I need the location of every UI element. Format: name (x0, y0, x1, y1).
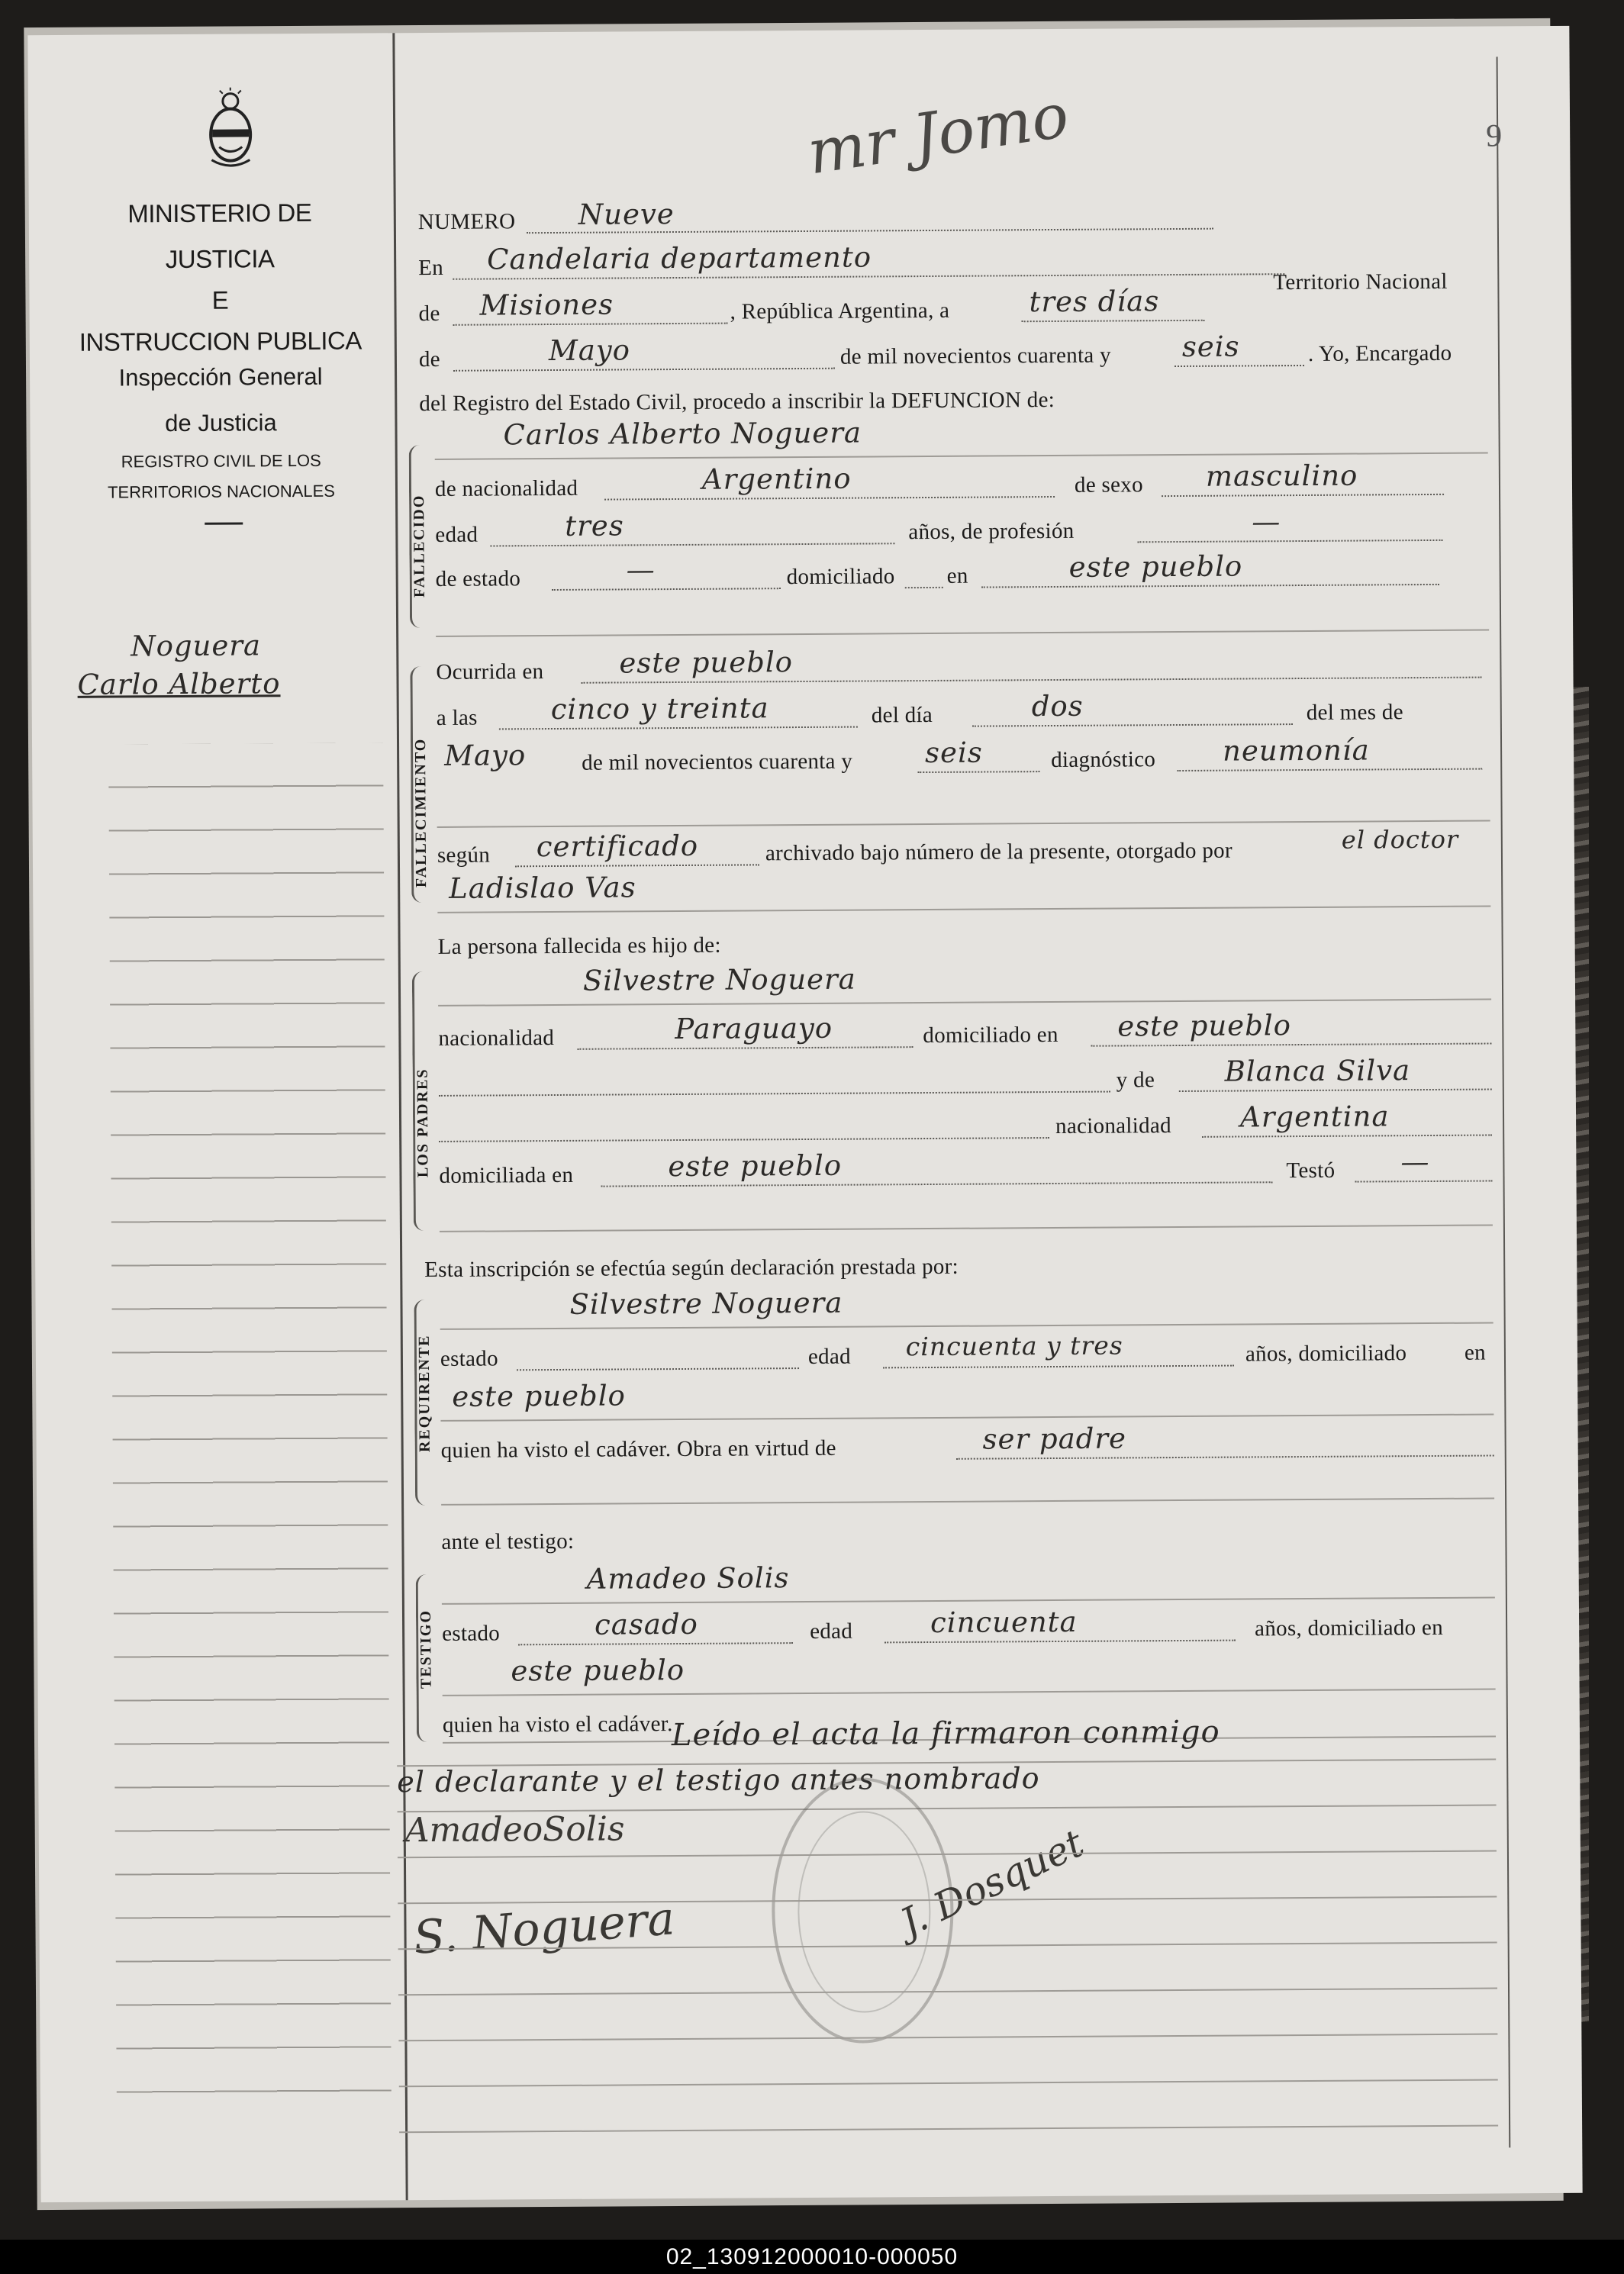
territorio-label: Territorio Nacional (1273, 269, 1448, 295)
testo-label: Testó (1286, 1158, 1336, 1184)
testigo-intro: ante el testigo: (441, 1528, 575, 1554)
lugar-value: Candelaria departamento (487, 240, 872, 276)
dia-fallecimiento-value: dos (1031, 689, 1084, 723)
nacionalidad-value: Argentino (701, 462, 852, 496)
nacionalidad-label: de nacionalidad (434, 475, 578, 501)
requirente-name-line (440, 1322, 1494, 1329)
diagnostico-dots (1177, 768, 1482, 771)
estado-value: — (626, 553, 656, 587)
padre-dom-label: domiciliado en (923, 1022, 1058, 1048)
coat-of-arms-icon (204, 87, 258, 171)
testigo-edad-dots (884, 1640, 1236, 1644)
archive-reference: 02_130912000010-000050 (0, 2240, 1624, 2274)
profesion-value: — (1252, 505, 1281, 539)
segun-dots (515, 864, 759, 867)
testigo-name-line (442, 1596, 1495, 1604)
testigo-estado-value: casado (594, 1607, 699, 1641)
fallecimiento-section-label: FALLECIMIENTO (411, 737, 430, 888)
mes-value: Mayo (548, 333, 631, 368)
madre-dom-label: domiciliada en (439, 1162, 574, 1188)
madre-extra-dots (439, 1137, 1049, 1142)
madre-nac-label: nacionalidad (1055, 1113, 1171, 1139)
edad-value: tres (565, 509, 624, 543)
profesion-dots (1137, 540, 1442, 543)
edad-label: edad (435, 522, 478, 547)
territorio-dots (453, 323, 728, 326)
sig-rule-4 (398, 1987, 1497, 1995)
sexo-value: masculino (1205, 459, 1358, 493)
republica-label: , República Argentina, a (730, 298, 950, 324)
padre-name-line (438, 999, 1491, 1007)
margin-surname: Noguera (130, 629, 262, 663)
testigo-quien: quien ha visto el cadáver. (442, 1712, 673, 1738)
testigo-domicilio: este pueblo (511, 1653, 685, 1688)
closing-line1: Leído el acta la firmaron conmigo (671, 1714, 1220, 1754)
nacionalidad-dots (604, 496, 1055, 501)
column-divider (392, 33, 408, 2200)
fallecimiento-line (437, 820, 1490, 828)
sexo-label: de sexo (1074, 472, 1143, 498)
otorgado-value: el doctor (1341, 824, 1459, 855)
sig-rule-5 (398, 2033, 1497, 2041)
domiciliado-dots (905, 587, 943, 588)
testigo-estado-label: estado (442, 1621, 501, 1646)
fallecimiento-milnov-label: de mil novecientos cuarenta y (582, 749, 853, 775)
ocurrida-value: este pueblo (619, 646, 794, 680)
requirente-edad-label: edad (807, 1344, 851, 1369)
testigo-section-label: TESTIGO (417, 1609, 435, 1689)
madre-dom-value: este pueblo (668, 1148, 843, 1184)
fallecido-end-line (436, 630, 1489, 637)
dia-fallecimiento-dots (972, 723, 1293, 727)
requirente-estado-label: estado (440, 1346, 498, 1371)
padre-extra-dots (439, 1091, 1110, 1097)
diagnostico-label: diagnóstico (1051, 747, 1156, 773)
diagnostico-value: neumonía (1222, 733, 1370, 768)
encargado-label: . Yo, Encargado (1307, 340, 1452, 366)
header-rule (205, 522, 243, 524)
madre-nac-dots (1202, 1135, 1492, 1138)
domicilio-dots (981, 584, 1439, 588)
registro-text: del Registro del Estado Civil, procedo a inscribir la DEFUNCION de: (419, 387, 1055, 417)
requirente-edad-value: cincuenta y tres (905, 1330, 1123, 1362)
requirente-name: Silvestre Noguera (569, 1286, 843, 1321)
sexo-dots (1162, 494, 1444, 497)
sig-rule-7 (399, 2124, 1498, 2133)
testigo-anios-label: años, domiciliado en (1255, 1615, 1444, 1641)
hora-dots (499, 726, 858, 730)
testo-value: — (1400, 1145, 1430, 1179)
margin-given-names: Carlo Alberto (77, 667, 281, 701)
ocurrida-label: Ocurrida en (436, 659, 544, 684)
requirente-estado-dots (517, 1367, 799, 1371)
dia-value: tres días (1029, 285, 1160, 319)
alas-label: a las (436, 705, 478, 730)
deldia-label: del día (871, 702, 933, 728)
padre-name: Silvestre Noguera (582, 962, 856, 997)
requirente-domicilio-line (440, 1413, 1494, 1421)
declarant-signature: S. Noguera (411, 1892, 677, 1966)
fallecido-section-label: FALLECIDO (411, 494, 428, 598)
de2-label: de (418, 346, 441, 372)
doctor-value: Ladislao Vas (449, 871, 636, 905)
mes-dots (453, 368, 835, 372)
register-page (27, 26, 1582, 2202)
testigo-edad-value: cincuenta (930, 1605, 1078, 1640)
hora-value: cinco y treinta (550, 691, 769, 726)
requirente-anios-label: años, domiciliado (1245, 1341, 1407, 1367)
requirente-intro: Esta inscripción se efectúa según declaración prestada por: (424, 1254, 959, 1283)
delmes-label: del mes de (1306, 700, 1403, 725)
registry-header: REGISTRO CIVIL DE LOS TERRITORIOS NACIONALES (107, 450, 336, 502)
fallecido-name: Carlos Alberto Noguera (503, 416, 862, 452)
requirente-end-line (441, 1497, 1494, 1505)
anio-value: seis (1181, 330, 1240, 363)
numero-value: Nueve (578, 198, 675, 231)
witness-signature: AmadeoSolis (404, 1809, 625, 1850)
anio-fallecimiento-value: seis (924, 736, 983, 770)
anio-dots (1174, 365, 1304, 367)
testigo-edad-label: edad (810, 1619, 853, 1644)
edad-dots (490, 543, 894, 546)
padres-section-label: LOS PADRES (414, 1068, 432, 1178)
requirente-virtud: ser padre (982, 1422, 1127, 1456)
margin-notes-lines (108, 742, 392, 2118)
requirente-virtud-dots (956, 1454, 1494, 1459)
padre-dom-value: este pueblo (1117, 1009, 1292, 1043)
madre-nac-value: Argentina (1239, 1100, 1390, 1134)
right-rule (1497, 56, 1511, 2147)
estado-label: de estado (435, 566, 521, 591)
inspection-header: Inspección General de Justicia (118, 362, 323, 437)
en-label: En (418, 255, 444, 281)
requirente-edad-dots (883, 1365, 1234, 1369)
ministry-header: MINISTERIO DE JUSTICIA E INSTRUCCION PUBLICA (79, 198, 362, 356)
anio-fallecimiento-dots (917, 771, 1039, 773)
doctor-line (437, 906, 1490, 913)
requirente-domicilio: este pueblo (452, 1379, 627, 1413)
requirente-quien: quien ha visto el cadáver. Obra en virtud de (440, 1435, 836, 1463)
padre-nac-dots (577, 1046, 913, 1050)
numero-scrawl: mr Jomo (803, 79, 1073, 188)
padres-end-line (440, 1224, 1493, 1232)
requirente-section-label: REQUIRENTE (415, 1334, 433, 1453)
page-number: 9 (1486, 118, 1503, 154)
domicilio-value: este pueblo (1068, 549, 1243, 584)
padre-dom-dots (1091, 1043, 1491, 1047)
closing-line2: el declarante y el testigo antes nombrado (397, 1761, 1040, 1799)
padres-intro: La persona fallecida es hijo de: (437, 932, 721, 959)
archivado-text: archivado bajo número de la presente, otorgado por (765, 838, 1232, 866)
segun-value: certificado (536, 829, 699, 864)
segun-label: según (437, 842, 491, 868)
domiciliado-label: domiciliado (786, 564, 895, 590)
testigo-domicilio-line (443, 1688, 1496, 1696)
numero-label: NUMERO (417, 209, 516, 235)
sig-rule-6 (399, 2079, 1498, 2087)
territorio-value: Misiones (479, 288, 614, 322)
de-label: de (418, 301, 440, 327)
milnov-label: de mil novecientos cuarenta y (839, 343, 1111, 369)
estado-dots (552, 588, 781, 591)
testo-dots (1355, 1180, 1493, 1183)
padre-nac-label: nacionalidad (438, 1026, 555, 1051)
yde-label: y de (1116, 1068, 1155, 1093)
testigo-name: Amadeo Solis (586, 1561, 790, 1596)
madre-name-dots (1179, 1089, 1492, 1093)
mes-fallecimiento-value: Mayo (443, 739, 527, 772)
domiciliado-en-label: en (946, 563, 968, 588)
testigo-estado-dots (518, 1642, 793, 1645)
profesion-label: años, de profesión (908, 518, 1075, 545)
madre-name: Blanca Silva (1224, 1054, 1411, 1088)
sig-rule-1 (398, 1850, 1497, 1858)
dia-dots (1022, 320, 1205, 322)
padre-nac-value: Paraguayo (675, 1011, 833, 1046)
officer-signature: J. Dosquet (894, 1821, 1091, 1945)
requirente-en-label: en (1464, 1340, 1487, 1365)
